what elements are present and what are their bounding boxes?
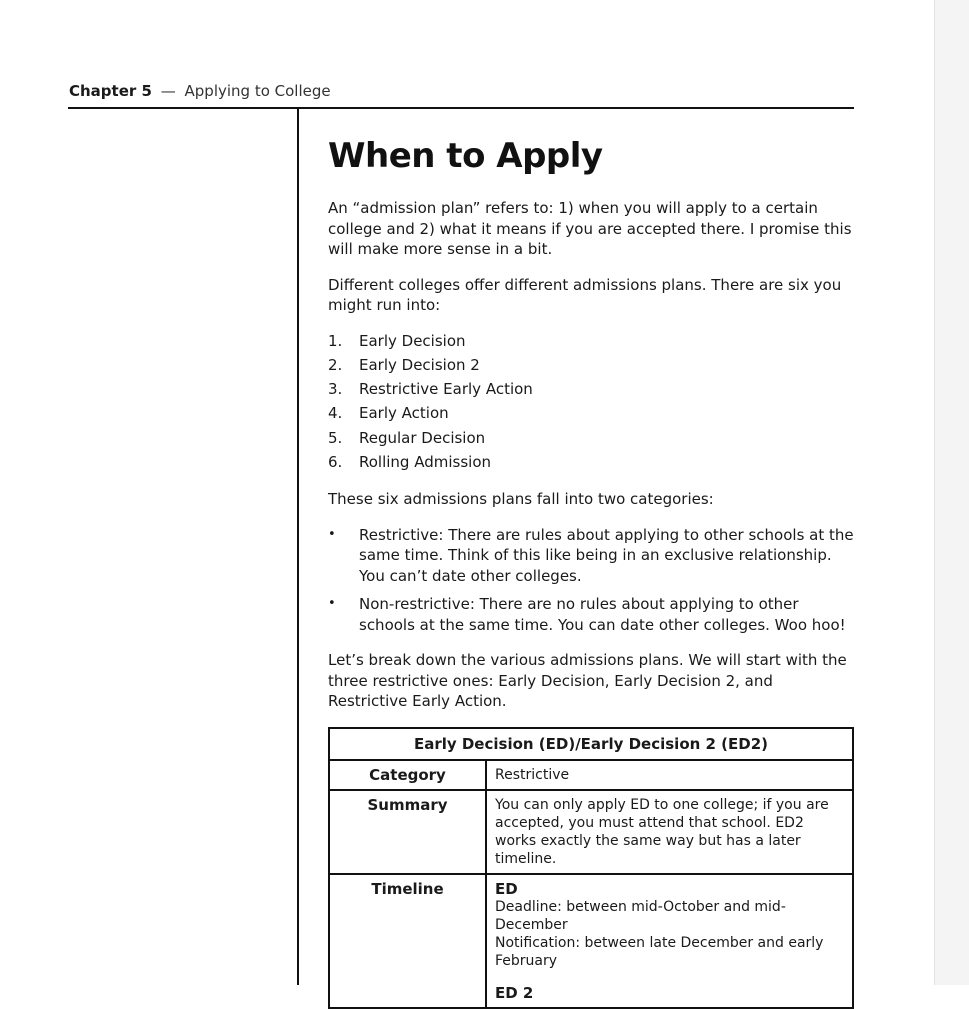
list-text: Restrictive: There are rules about applying to other schools at the same time. Think of this like being in an exclusive relationship. You can’t date other colleges. [359, 525, 854, 585]
summary-label: Summary [329, 790, 486, 874]
ed-plan-table [328, 727, 854, 1009]
summary-value: You can only apply ED to one college; if you are accepted, you must attend that school. ED2 works exactly the same way but has a later timeline. [486, 790, 853, 874]
list-number: 6. [328, 452, 343, 471]
list-text: Non-restrictive: There are no rules about applying to other schools at the same time. You can date other colleges. Woo hoo! [359, 595, 846, 634]
list-label: Rolling Admission [359, 452, 492, 471]
list-label: Regular Decision [359, 428, 486, 447]
list-label: Early Decision 2 [359, 355, 480, 374]
main-column [328, 136, 854, 1009]
list-item [328, 448, 854, 476]
bullet-icon: • [328, 596, 336, 612]
chapter-title: Applying to College [184, 82, 331, 100]
running-header [69, 82, 331, 100]
list-label: Early Decision [359, 331, 466, 350]
ed-notification: Notification: between late December and early February [495, 934, 824, 969]
chapter-number: Chapter 5 [69, 82, 152, 100]
table-row [329, 874, 853, 1008]
ed-timeline [495, 880, 844, 970]
ed-heading: ED [495, 879, 518, 898]
header-rule [68, 107, 854, 109]
lead-in-paragraph: Different colleges offer different admissions plans. There are six you might run into: [328, 275, 842, 314]
timeline-label: Timeline [329, 874, 486, 1008]
list-number: 5. [328, 428, 343, 447]
category-label: Category [329, 760, 486, 790]
page-title: When to Apply [328, 136, 603, 176]
table-row [329, 760, 853, 790]
list-item [328, 525, 854, 587]
column-rule [297, 109, 299, 985]
page-edge-strip [934, 0, 969, 985]
admission-plans-list [328, 327, 854, 477]
timeline-value [486, 874, 853, 1008]
category-value: Restrictive [486, 760, 853, 790]
table-caption: Early Decision (ED)/Early Decision 2 (ED2) [329, 728, 853, 760]
list-number: 3. [328, 380, 343, 399]
breakdown-paragraph: Let’s break down the various admissions plans. We will start with the three restrictive ones: Early Decision, Early Decision 2, and Restrictive Early Action. [328, 651, 847, 711]
categories-list [328, 525, 854, 636]
ed2-heading: ED 2 [495, 983, 534, 1002]
ed2-timeline [495, 984, 844, 1002]
list-label: Early Action [359, 404, 449, 423]
list-label: Restrictive Early Action [359, 380, 533, 399]
list-item [328, 594, 854, 635]
bullet-icon: • [328, 526, 336, 542]
categories-intro: These six admissions plans fall into two categories: [328, 490, 714, 509]
table-row [329, 728, 853, 760]
ed-deadline: Deadline: between mid-October and mid-December [495, 898, 786, 933]
intro-paragraph: An “admission plan” refers to: 1) when you will apply to a certain college and 2) what it means if you are accepted there. I promise this will make more sense in a bit. [328, 199, 852, 258]
list-number: 2. [328, 355, 343, 374]
list-number: 4. [328, 404, 343, 423]
list-number: 1. [328, 331, 343, 350]
header-separator: — [160, 82, 176, 100]
table-row [329, 790, 853, 874]
